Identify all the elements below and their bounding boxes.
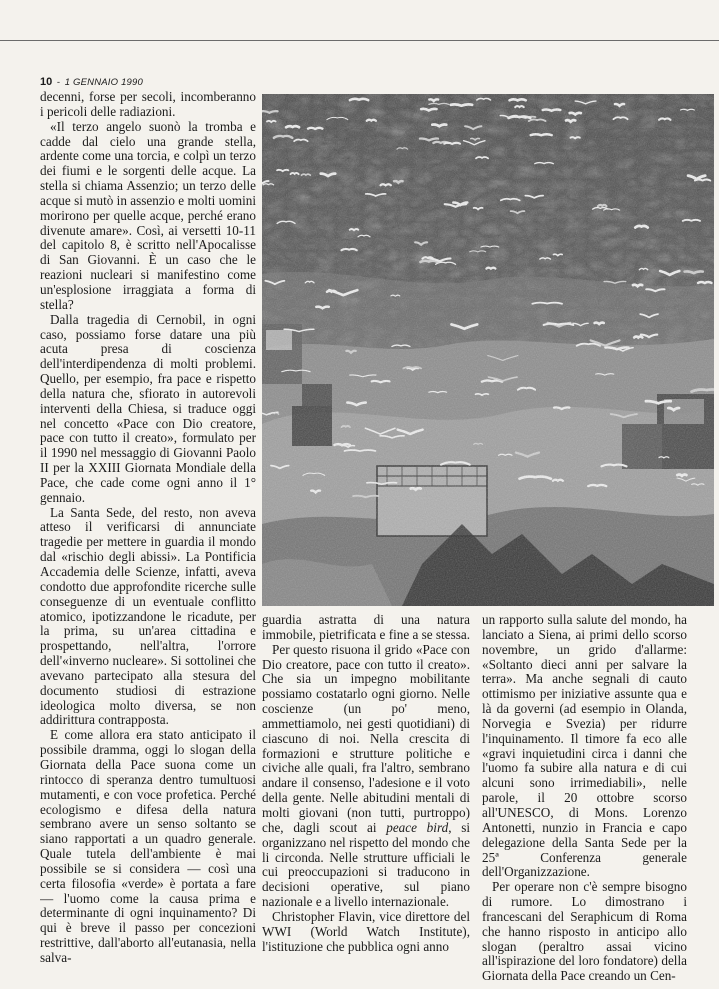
italic-term: peace bird: [386, 819, 449, 835]
paragraph: Christopher Flavin, vice direttore del WWI (World Watch Institute), l'istituzione che pubblica ogni anno: [262, 908, 470, 954]
paragraph: E come allora era stato anticipato il possibile dramma, oggi lo slogan della Giornata della Pace suona come un rintocco di speranza dentro tumultuosi mutamenti, e con voce profetica. Perché ecologismo e difesa della natura sembrano avere un senso soltanto se siano rapportati a un quadro generale. Quale tutela dell'ambiente è mai possibile se si considera — così una certa filosofia «verde» è portata a fare — l'uomo come la causa prima e determinante di ogni inquinamento? Di qui è breve il passo per concezioni restrittive, dall'aborto all'eutanasia, nella salva-: [40, 727, 256, 965]
paragraph: guardia astratta di una natura immobile, pietrificata e fine a se stessa.: [262, 613, 470, 642]
paragraph: La Santa Sede, del resto, non aveva atteso il verificarsi di annunciate tragedie per mettere in guardia il mondo dal «rischio degli abissi». La Pontificia Accademia delle Scienze, infatti, aveva condotto due approfondite ricerche sulle conseguenze di un eventuale conflitto atomico, ipotizzandone le ricadute, per la prima, su un'area cittadina e prospettando, nell'altra, l'orrore dell'«inverno nucleare». Si sottolinei che avevano partecipato alla stesura del documento studiosi di estrazione ideologica molto diversa, se non addirittura contrapposta.: [40, 504, 256, 728]
article-column-3: [482, 613, 687, 983]
header-separator: -: [56, 77, 61, 88]
text-run: , si organizzano nel rispetto del mondo che li circonda. Nelle strutture ufficiali le cui preoccupazioni si traducono in decisioni operative, sul piano nazionale e a livello internazionale.: [262, 819, 470, 910]
paragraph: [262, 643, 470, 910]
paragraph: decenni, forse per secoli, incomberanno i pericoli delle radiazioni.: [40, 90, 256, 119]
text-run: Per questo risuona il grido «Pace con Dio creatore, pace con tutto il creato». Che sia un impegno mobilitante possiamo costatarlo ogni giorno. Nelle coscienze (un po' meno, ammettiamolo, nei gesti quotidiani) di ciascuno di noi. Nella crescita di formazioni e strutture politiche e civiche alle quali, fra l'altro, sembrano andare il consenso, l'adesione e il voto della gente. Nelle abitudini mentali di molti giovani (non tutti, purtroppo) che, dagli scout ai: [262, 641, 470, 835]
top-rule: [0, 40, 719, 41]
page-number: 10: [40, 76, 53, 88]
article-column-1: [40, 90, 256, 980]
article-column-2: [262, 613, 470, 983]
gulls-landfill-photo: [262, 94, 714, 606]
paragraph: Per operare non c'è sempre bisogno di rumore. Lo dimostrano i francescani del Seraphicum di Roma che hanno risposto in anticipo allo slogan (peraltro assai vicino all'ispirazione del loro fondatore) della Giornata della Pace creando un Cen-: [482, 879, 687, 983]
paragraph: «Il terzo angelo suonò la tromba e cadde dal cielo una grande stella, ardente come una torcia, e colpì un terzo dei fiumi e le sorgenti delle acque. La stella si chiama Assenzio; un terzo delle acque si mutò in assenzio e molti uomini morirono per quelle acque, perché erano divenute amare». Così, ai versetti 10-11 del capitolo 8, è scritto nell'Apocalisse di San Giovanni. È un caso che le reazioni nucleari si manifestino come un'esplosione irraggiata a forma di stella?: [40, 118, 256, 312]
paragraph: un rapporto sulla salute del mondo, ha lanciato a Siena, ai primi dello scorso novembre, un grido d'allarme: «Soltanto dieci anni per salvare la terra». Ma anche segnali di cauto ottimismo per iniziative assunte qua e là da governi (ad esempio in Olanda, Norvegia e Svezia) per ridurre l'inquinamento. Il timore fa eco alle «gravi inquietudini circa i danni che l'uomo fa subire alla natura e di cui alcuni sono irrimediabili», nelle parole, il 20 ottobre scorso all'UNESCO, di Mons. Lorenzo Antonetti, nunzio in Francia e capo delegazione della Santa Sede per la 25ª Conferenza generale dell'Organizzazione.: [482, 613, 687, 880]
photo-image: [262, 94, 714, 606]
paragraph: Dalla tragedia di Cernobil, in ogni caso, possiamo forse datare una più acuta presa di coscienza dell'interdipendenza di molti problemi. Quello, per esempio, fra pace e rispetto della natura che, sfiorato in autorevoli interventi della Chiesa, si traduce oggi nel concetto «Pace con Dio creatore, pace con tutto il creato», formulato per il 1990 nel messaggio di Giovanni Paolo II per la XXIII Giornata Mondiale della Pace, che cade come ogni anno il 1° gennaio.: [40, 311, 256, 505]
page-header: [40, 77, 143, 88]
issue-date: 1 GENNAIO 1990: [64, 77, 144, 88]
